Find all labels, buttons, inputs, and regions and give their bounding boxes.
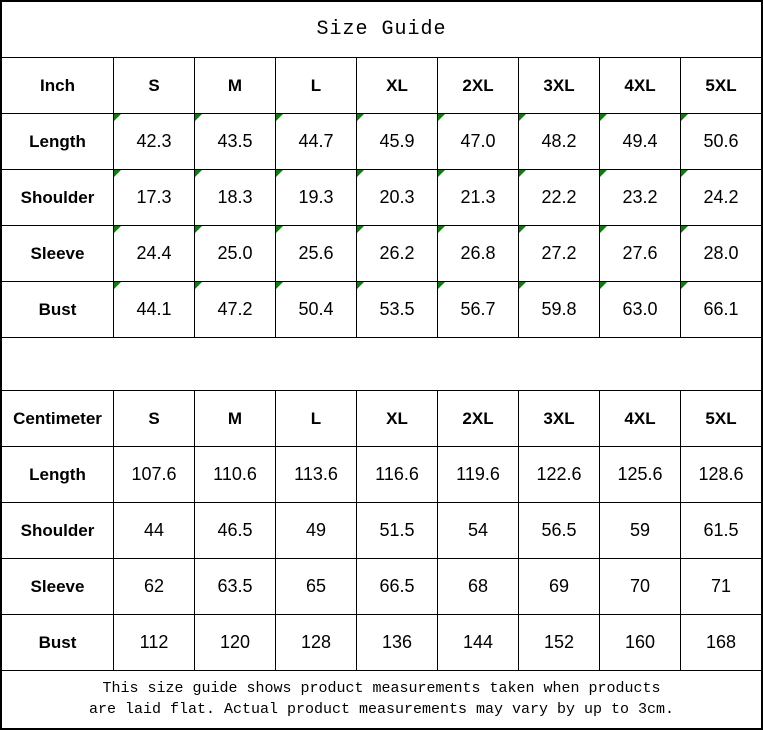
footer-note <box>2 670 761 728</box>
value-text: 46.5 <box>217 520 253 540</box>
value-text: 27.6 <box>622 243 658 263</box>
value-text: 56.5 <box>541 520 577 540</box>
value-text: 168 <box>705 632 737 652</box>
value-cell <box>680 113 761 169</box>
value-text: 53.5 <box>379 299 415 319</box>
value-text: 48.2 <box>541 131 577 151</box>
value-text: 24.4 <box>136 243 172 263</box>
value-cell <box>437 614 518 670</box>
value-cell <box>437 502 518 558</box>
value-text: 47.2 <box>217 299 253 319</box>
value-text: 23.2 <box>622 187 658 207</box>
value-text: 65 <box>305 576 327 596</box>
value-text: 54 <box>467 520 489 540</box>
number-as-text-flag-icon <box>276 114 283 121</box>
value-text: 44.1 <box>136 299 172 319</box>
value-cell <box>113 225 194 281</box>
value-cell <box>518 169 599 225</box>
value-cell <box>113 446 194 502</box>
number-as-text-flag-icon <box>276 282 283 289</box>
value-cell <box>518 281 599 337</box>
value-text: 19.3 <box>298 187 334 207</box>
value-text: 110.6 <box>213 464 257 484</box>
number-as-text-flag-icon <box>438 282 445 289</box>
value-text: 119.6 <box>456 464 500 484</box>
value-cell <box>437 225 518 281</box>
value-text: 50.6 <box>703 131 739 151</box>
number-as-text-flag-icon <box>519 226 526 233</box>
value-cell <box>194 614 275 670</box>
footer-note-line-2: are laid flat. Actual product measurements may vary by up to 3cm. <box>88 700 675 718</box>
value-text: 120 <box>219 632 251 652</box>
value-cell <box>356 113 437 169</box>
value-cell <box>275 225 356 281</box>
value-text: 43.5 <box>217 131 253 151</box>
value-cell <box>356 614 437 670</box>
value-text: 59 <box>629 520 651 540</box>
value-cell <box>194 558 275 614</box>
number-as-text-flag-icon <box>195 114 202 121</box>
value-cell <box>113 502 194 558</box>
number-as-text-flag-icon <box>681 170 688 177</box>
value-text: 26.2 <box>379 243 415 263</box>
number-as-text-flag-icon <box>600 226 607 233</box>
value-text: 28.0 <box>703 243 739 263</box>
value-text: 66.1 <box>703 299 739 319</box>
value-cell <box>437 558 518 614</box>
value-text: 152 <box>543 632 575 652</box>
unit-header-cell: Inch <box>2 57 113 113</box>
value-cell <box>194 225 275 281</box>
value-cell <box>599 113 680 169</box>
value-text: 63.5 <box>217 576 253 596</box>
value-cell <box>275 169 356 225</box>
number-as-text-flag-icon <box>195 170 202 177</box>
number-as-text-flag-icon <box>276 170 283 177</box>
value-cell <box>680 281 761 337</box>
value-cell <box>194 446 275 502</box>
centimeter-size-table <box>2 390 761 670</box>
value-text: 68 <box>467 576 489 596</box>
size-header-cell: M <box>194 57 275 113</box>
value-text: 27.2 <box>541 243 577 263</box>
page-title-text: Size Guide <box>316 18 447 41</box>
value-text: 66.5 <box>379 576 415 596</box>
unit-header-cell: Centimeter <box>2 390 113 446</box>
number-as-text-flag-icon <box>114 282 121 289</box>
value-cell <box>599 614 680 670</box>
value-cell <box>518 113 599 169</box>
number-as-text-flag-icon <box>600 282 607 289</box>
value-cell <box>194 113 275 169</box>
value-cell <box>518 614 599 670</box>
row-label-cell: Bust <box>2 614 113 670</box>
number-as-text-flag-icon <box>114 226 121 233</box>
value-cell <box>518 558 599 614</box>
value-text: 113.6 <box>294 464 338 484</box>
value-text: 50.4 <box>298 299 334 319</box>
value-text: 136 <box>381 632 413 652</box>
value-cell <box>599 502 680 558</box>
value-cell <box>356 446 437 502</box>
value-cell <box>194 169 275 225</box>
value-cell <box>680 169 761 225</box>
value-cell <box>356 502 437 558</box>
number-as-text-flag-icon <box>681 226 688 233</box>
value-text: 107.6 <box>131 464 177 484</box>
value-cell <box>113 614 194 670</box>
value-cell <box>599 558 680 614</box>
size-header-cell: 3XL <box>518 57 599 113</box>
size-header-cell: L <box>275 57 356 113</box>
value-text: 128 <box>300 632 332 652</box>
number-as-text-flag-icon <box>195 226 202 233</box>
value-cell <box>275 281 356 337</box>
value-cell <box>599 281 680 337</box>
value-cell <box>113 113 194 169</box>
value-text: 25.0 <box>217 243 253 263</box>
value-text: 71 <box>710 576 732 596</box>
footer-note-line-1: This size guide shows product measurements taken when products <box>102 680 661 698</box>
number-as-text-flag-icon <box>114 114 121 121</box>
value-text: 116.6 <box>375 464 419 484</box>
value-text: 20.3 <box>379 187 415 207</box>
value-cell <box>356 225 437 281</box>
value-text: 47.0 <box>460 131 496 151</box>
value-cell <box>275 113 356 169</box>
size-header-cell: M <box>194 390 275 446</box>
row-label-cell: Sleeve <box>2 225 113 281</box>
value-cell <box>599 446 680 502</box>
value-text: 18.3 <box>217 187 253 207</box>
value-cell <box>113 558 194 614</box>
number-as-text-flag-icon <box>600 114 607 121</box>
value-text: 24.2 <box>703 187 739 207</box>
value-text: 128.6 <box>698 464 744 484</box>
value-text: 112 <box>139 632 169 652</box>
number-as-text-flag-icon <box>357 170 364 177</box>
size-header-cell: 2XL <box>437 390 518 446</box>
value-text: 70 <box>629 576 651 596</box>
value-cell <box>437 281 518 337</box>
value-text: 59.8 <box>541 299 577 319</box>
value-cell <box>194 281 275 337</box>
value-text: 26.8 <box>460 243 496 263</box>
row-label-cell: Sleeve <box>2 558 113 614</box>
number-as-text-flag-icon <box>681 282 688 289</box>
value-cell <box>275 614 356 670</box>
value-cell <box>680 558 761 614</box>
size-header-cell: XL <box>356 390 437 446</box>
row-label-cell: Bust <box>2 281 113 337</box>
number-as-text-flag-icon <box>438 170 445 177</box>
value-cell <box>518 502 599 558</box>
size-header-cell: 5XL <box>680 390 761 446</box>
number-as-text-flag-icon <box>276 226 283 233</box>
size-header-cell: 5XL <box>680 57 761 113</box>
value-text: 49 <box>305 520 327 540</box>
value-cell <box>680 502 761 558</box>
value-text: 17.3 <box>136 187 172 207</box>
row-label-cell: Shoulder <box>2 169 113 225</box>
value-text: 45.9 <box>379 131 415 151</box>
value-cell <box>437 446 518 502</box>
value-cell <box>518 225 599 281</box>
size-header-cell: 3XL <box>518 390 599 446</box>
value-cell <box>680 225 761 281</box>
value-text: 42.3 <box>136 131 172 151</box>
number-as-text-flag-icon <box>681 114 688 121</box>
value-cell <box>113 169 194 225</box>
number-as-text-flag-icon <box>438 226 445 233</box>
number-as-text-flag-icon <box>600 170 607 177</box>
inch-size-table <box>2 57 761 337</box>
value-cell <box>437 113 518 169</box>
value-cell <box>518 446 599 502</box>
size-header-cell: S <box>113 390 194 446</box>
value-cell <box>599 225 680 281</box>
number-as-text-flag-icon <box>357 226 364 233</box>
size-header-cell: XL <box>356 57 437 113</box>
number-as-text-flag-icon <box>195 282 202 289</box>
value-text: 160 <box>624 632 656 652</box>
size-header-cell: 4XL <box>599 57 680 113</box>
value-cell <box>437 169 518 225</box>
value-text: 44 <box>143 520 165 540</box>
number-as-text-flag-icon <box>438 114 445 121</box>
value-text: 62 <box>143 576 165 596</box>
size-header-cell: L <box>275 390 356 446</box>
number-as-text-flag-icon <box>519 170 526 177</box>
value-cell <box>599 169 680 225</box>
value-cell <box>680 446 761 502</box>
number-as-text-flag-icon <box>114 170 121 177</box>
value-text: 61.5 <box>703 520 739 540</box>
value-text: 49.4 <box>622 131 658 151</box>
value-cell <box>356 169 437 225</box>
value-text: 69 <box>548 576 570 596</box>
size-header-cell: S <box>113 57 194 113</box>
value-cell <box>680 614 761 670</box>
value-cell <box>194 502 275 558</box>
number-as-text-flag-icon <box>357 114 364 121</box>
number-as-text-flag-icon <box>519 114 526 121</box>
number-as-text-flag-icon <box>357 282 364 289</box>
value-text: 63.0 <box>622 299 658 319</box>
size-header-cell: 4XL <box>599 390 680 446</box>
value-cell <box>275 502 356 558</box>
value-text: 51.5 <box>379 520 415 540</box>
row-label-cell: Length <box>2 113 113 169</box>
value-text: 21.3 <box>460 187 496 207</box>
table-spacer <box>2 337 761 390</box>
value-cell <box>356 558 437 614</box>
value-text: 144 <box>462 632 494 652</box>
row-label-cell: Length <box>2 446 113 502</box>
number-as-text-flag-icon <box>519 282 526 289</box>
value-text: 22.2 <box>541 187 577 207</box>
value-text: 44.7 <box>298 131 334 151</box>
value-cell <box>356 281 437 337</box>
value-text: 122.6 <box>536 464 582 484</box>
value-text: 125.6 <box>617 464 663 484</box>
value-text: 56.7 <box>460 299 496 319</box>
size-header-cell: 2XL <box>437 57 518 113</box>
row-label-cell: Shoulder <box>2 502 113 558</box>
value-cell <box>275 446 356 502</box>
page-title <box>2 2 761 57</box>
value-cell <box>113 281 194 337</box>
value-cell <box>275 558 356 614</box>
value-text: 25.6 <box>298 243 334 263</box>
